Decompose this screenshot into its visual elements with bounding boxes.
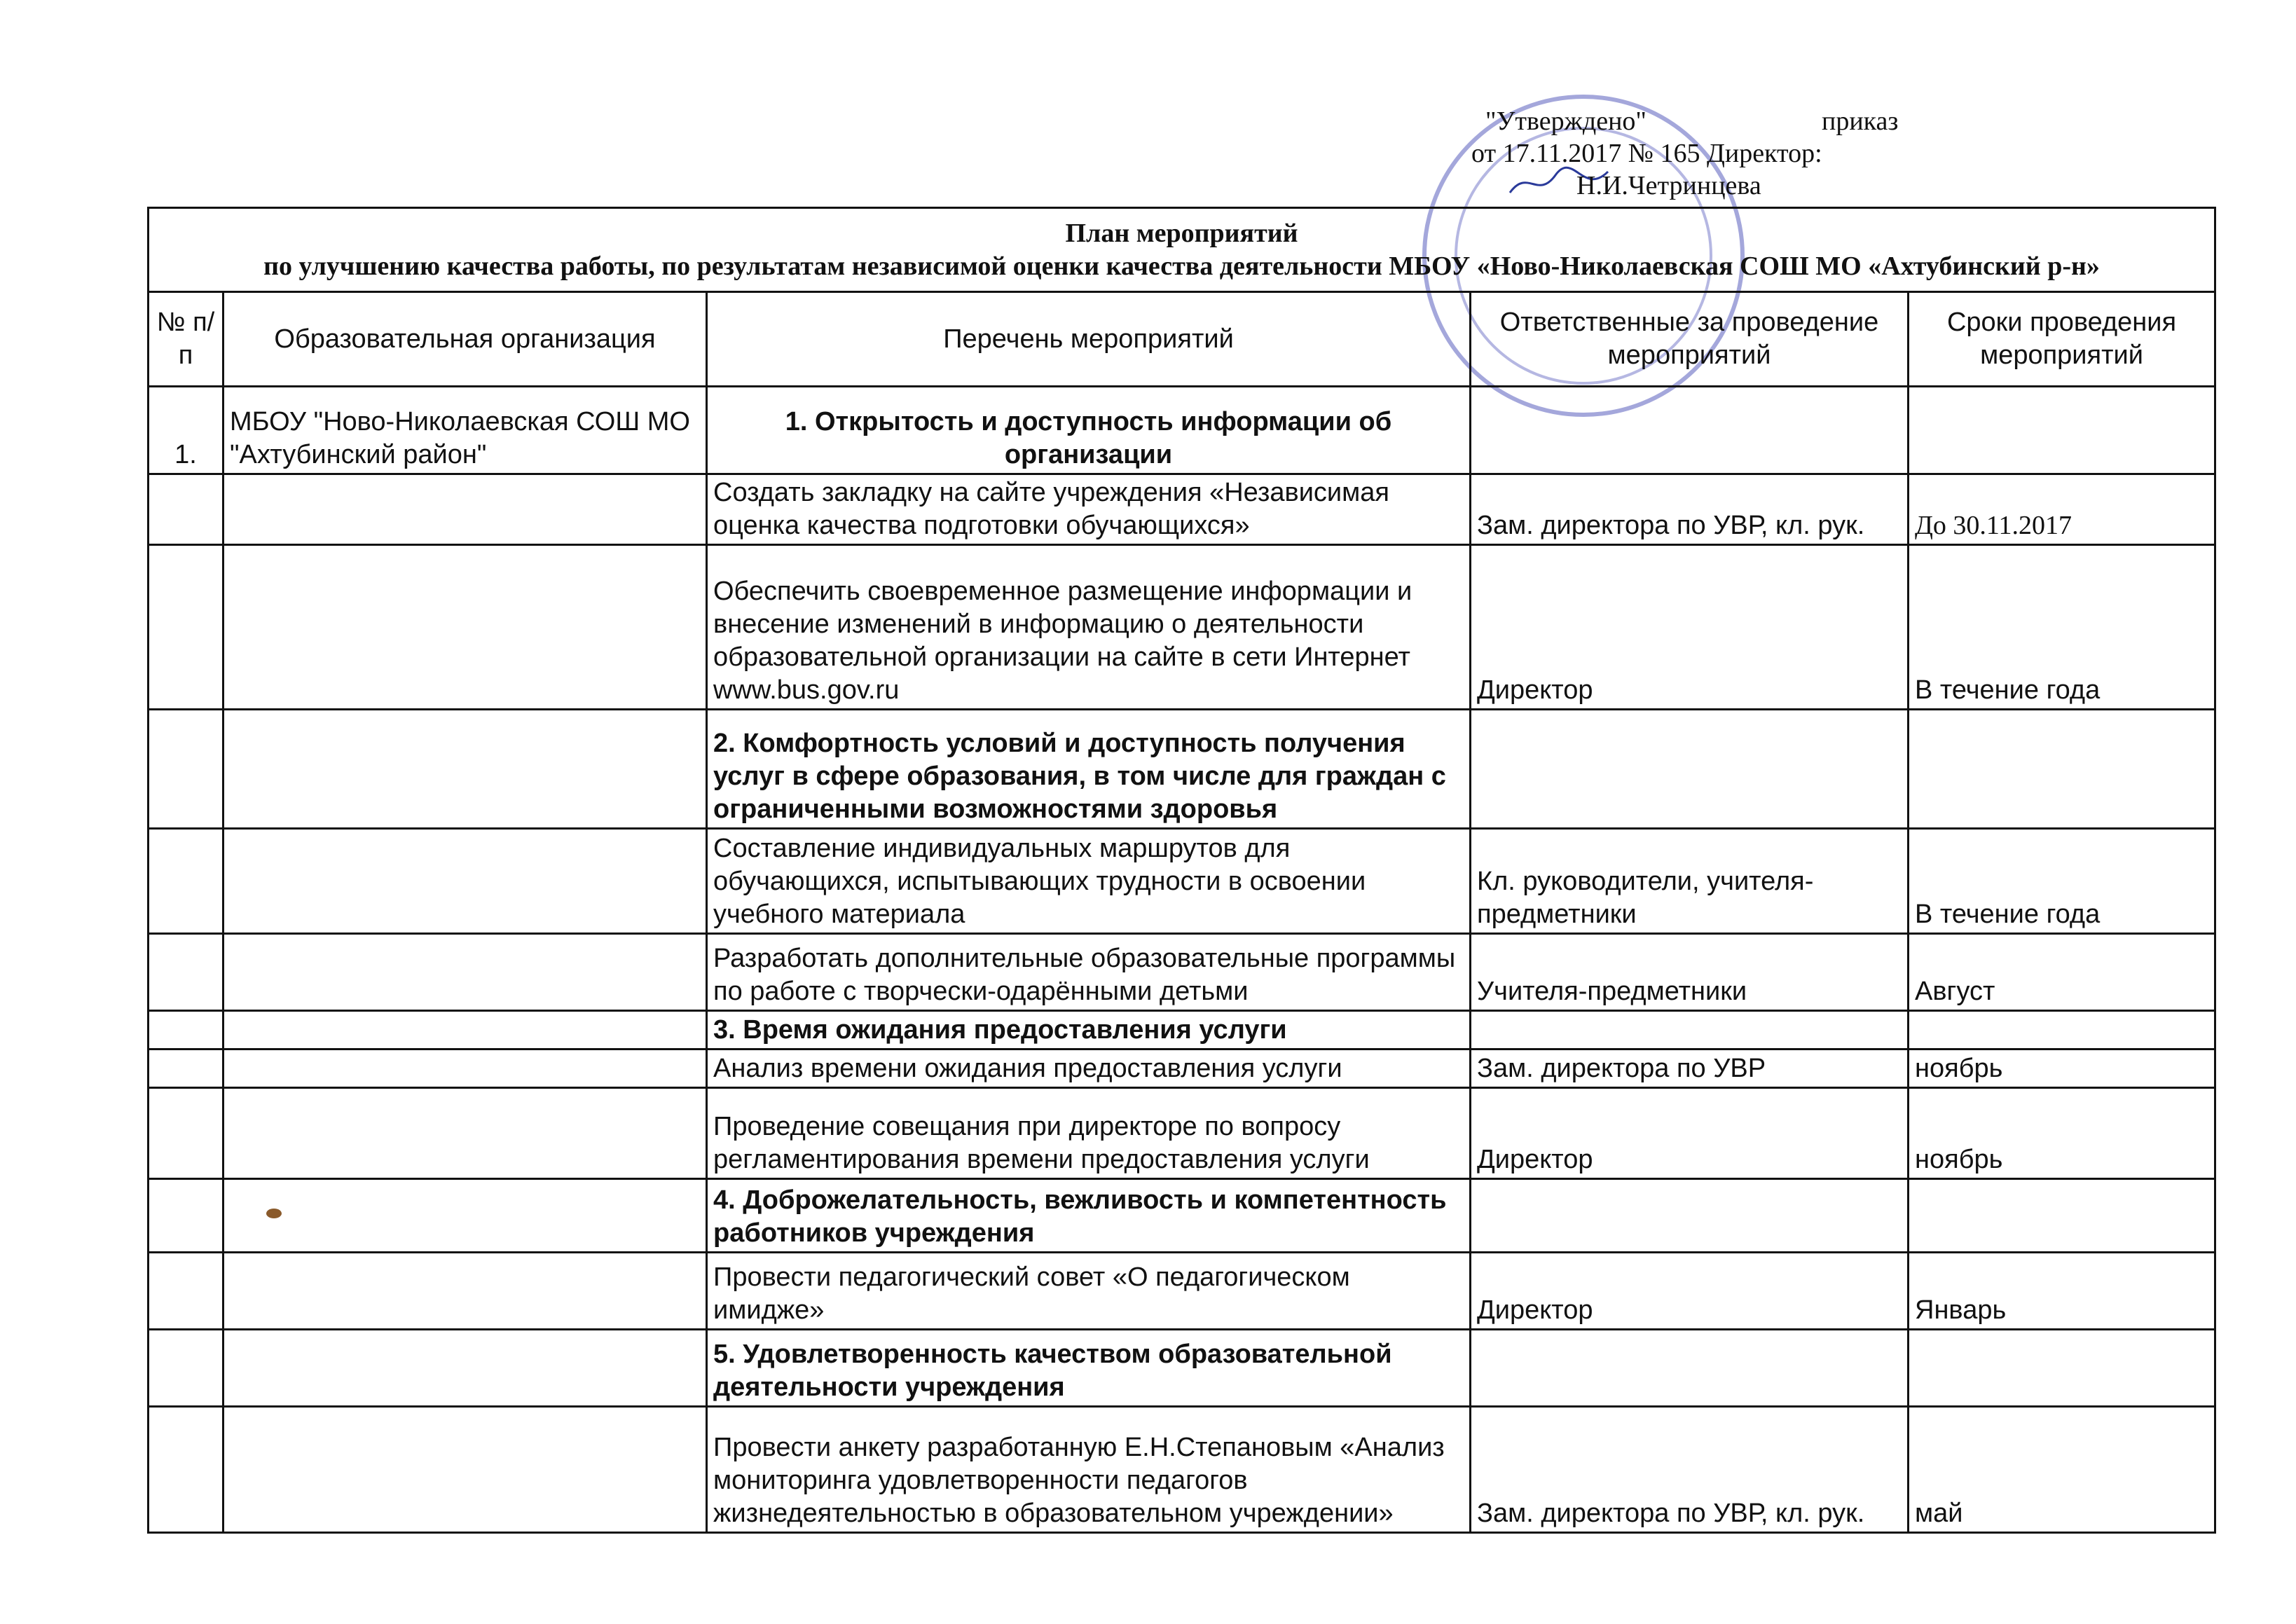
row-term: ноябрь [1909, 1088, 2215, 1179]
table-row [149, 545, 2215, 710]
row-term: В течение года [1909, 545, 2215, 710]
row-num [149, 474, 224, 545]
row-responsible: Директор [1471, 1253, 1909, 1330]
row-event: Анализ времени ожидания предоставления услуги [707, 1050, 1471, 1088]
row-num [149, 1050, 224, 1088]
row-event: Создать закладку на сайте учреждения «Независимая оценка качества подготовки обучающихся» [707, 474, 1471, 545]
header-responsible: Ответственные за проведение мероприятий [1471, 292, 1909, 387]
table-row [149, 1050, 2215, 1088]
row-num [149, 1330, 224, 1407]
row-term [1909, 387, 2215, 474]
row-org [224, 710, 707, 829]
row-org [224, 1179, 707, 1253]
table-row [149, 387, 2215, 474]
page-title [149, 208, 2215, 292]
row-term [1909, 1179, 2215, 1253]
table-row [149, 1011, 2215, 1050]
row-num [149, 1253, 224, 1330]
approval-signer: Н.И.Четринцева [1576, 171, 1761, 200]
row-org: МБОУ "Ново-Николаевская СОШ МО "Ахтубинский район" [224, 387, 707, 474]
row-responsible: Кл. руководители, учителя-предметники [1471, 829, 1909, 934]
approval-utverzhdeno: "Утверждено" [1485, 106, 1647, 136]
header-events: Перечень мероприятий [707, 292, 1471, 387]
row-num [149, 1088, 224, 1179]
row-org [224, 1253, 707, 1330]
row-org [224, 1050, 707, 1088]
row-num [149, 545, 224, 710]
table-row [149, 1407, 2215, 1533]
plan-table [147, 207, 2216, 1534]
row-section-heading: 5. Удовлетворенность качеством образовательной деятельности учреждения [707, 1330, 1471, 1407]
row-term [1909, 1011, 2215, 1050]
row-event: Обеспечить своевременное размещение информации и внесение изменений в информацию о деятельности образовательной организации на сайте в сети Интернет www.bus.gov.ru [707, 545, 1471, 710]
row-event: Провести педагогический совет «О педагогическом имидже» [707, 1253, 1471, 1330]
row-org [224, 934, 707, 1011]
row-responsible: Директор [1471, 545, 1909, 710]
table-row [149, 829, 2215, 934]
row-term: май [1909, 1407, 2215, 1533]
row-responsible: Зам. директора по УВР [1471, 1050, 1909, 1088]
row-org [224, 1407, 707, 1533]
row-num [149, 829, 224, 934]
row-event: Разработать дополнительные образовательные программы по работе с творчески-одарёнными детьми [707, 934, 1471, 1011]
row-section-heading: 4. Доброжелательность, вежливость и компетентность работников учреждения [707, 1179, 1471, 1253]
row-num [149, 1011, 224, 1050]
row-responsible [1471, 1330, 1909, 1407]
row-num [149, 710, 224, 829]
row-num [149, 934, 224, 1011]
approval-block [1464, 105, 1920, 202]
table-row [149, 474, 2215, 545]
row-org [224, 829, 707, 934]
row-section-heading: 3. Время ожидания предоставления услуги [707, 1011, 1471, 1050]
row-responsible: Директор [1471, 1088, 1909, 1179]
row-num [149, 1179, 224, 1253]
row-responsible: Зам. директора по УВР, кл. рук. [1471, 1407, 1909, 1533]
table-row [149, 710, 2215, 829]
row-org [224, 474, 707, 545]
row-term [1909, 1330, 2215, 1407]
header-row [149, 292, 2215, 387]
row-num [149, 1407, 224, 1533]
row-term: В течение года [1909, 829, 2215, 934]
table-row [149, 934, 2215, 1011]
row-responsible: Учителя-предметники [1471, 934, 1909, 1011]
row-responsible [1471, 1011, 1909, 1050]
row-event: Проведение совещания при директоре по вопросу регламентирования времени предоставления услуги [707, 1088, 1471, 1179]
row-term: До 30.11.2017 [1909, 474, 2215, 545]
header-terms: Сроки проведения мероприятий [1909, 292, 2215, 387]
row-org [224, 1330, 707, 1407]
title-line-1: План мероприятий [1065, 218, 1298, 248]
row-event: Провести анкету разработанную Е.Н.Степановым «Анализ мониторинга удовлетворенности педагогов жизнедеятельностью в образовательном учреждении» [707, 1407, 1471, 1533]
approval-date-line: от 17.11.2017 № 165 Директор: [1471, 139, 1822, 168]
row-org [224, 545, 707, 710]
row-responsible [1471, 710, 1909, 829]
row-responsible [1471, 387, 1909, 474]
row-term: ноябрь [1909, 1050, 2215, 1088]
table-row [149, 1088, 2215, 1179]
title-line-2: по улучшению качества работы, по результатам независимой оценки качества деятельности МБОУ «Ново-Николаевская СОШ МО «Ахтубинский р-н» [263, 251, 2100, 281]
header-num: № п/п [149, 292, 224, 387]
header-org: Образовательная организация [224, 292, 707, 387]
row-responsible: Зам. директора по УВР, кл. рук. [1471, 474, 1909, 545]
title-row [149, 208, 2215, 292]
table-row [149, 1330, 2215, 1407]
row-term: Январь [1909, 1253, 2215, 1330]
row-event: Составление индивидуальных маршрутов для обучающихся, испытывающих трудности в освоении учебного материала [707, 829, 1471, 934]
row-org [224, 1011, 707, 1050]
row-responsible [1471, 1179, 1909, 1253]
row-term: Август [1909, 934, 2215, 1011]
table-row [149, 1253, 2215, 1330]
row-org [224, 1088, 707, 1179]
row-section-heading: 2. Комфортность условий и доступность получения услуг в сфере образования, в том числе для граждан с ограниченными возможностями здоровья [707, 710, 1471, 829]
row-section-heading: 1. Открытость и доступность информации об организации [707, 387, 1471, 474]
row-num: 1. [149, 387, 224, 474]
approval-prikaz: приказ [1822, 106, 1899, 136]
row-term [1909, 710, 2215, 829]
table-row [149, 1179, 2215, 1253]
